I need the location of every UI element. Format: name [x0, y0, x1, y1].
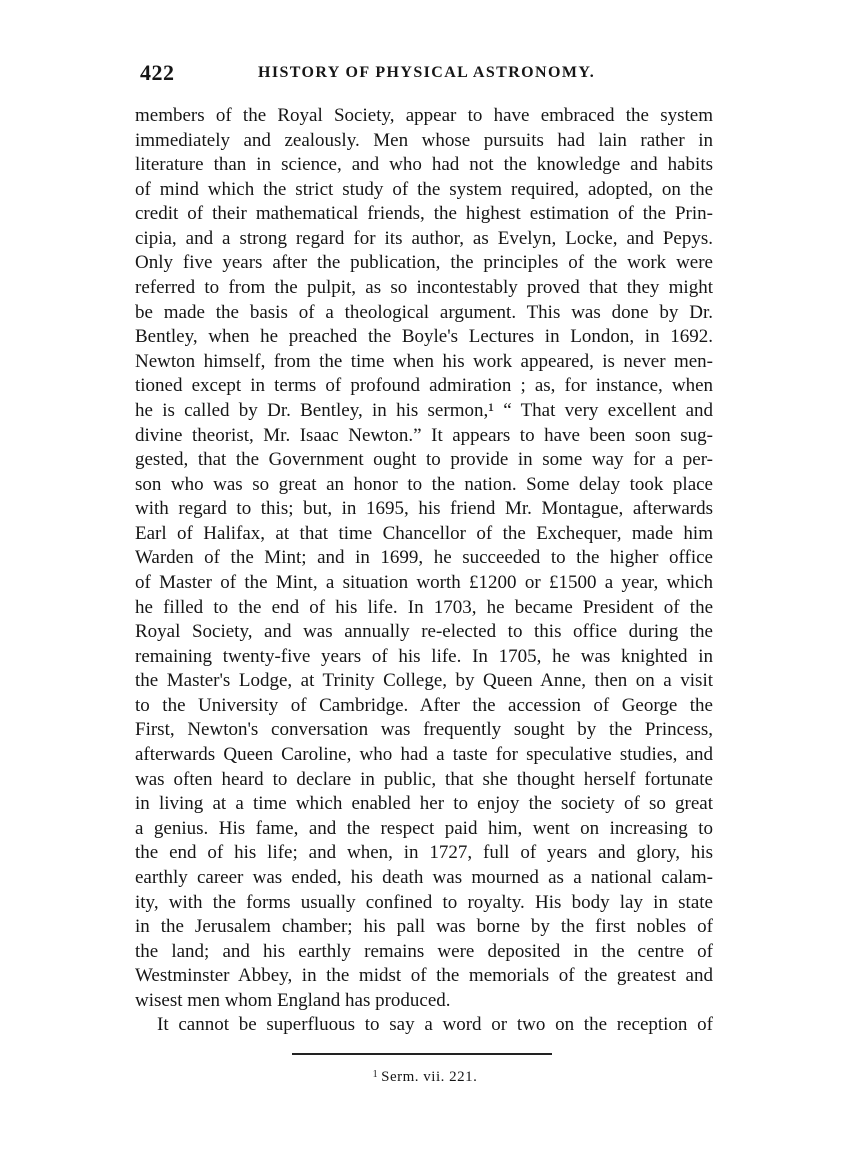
text-line: divine theorist, Mr. Isaac Newton.” It appears to have been soon sug- [135, 424, 713, 446]
text-line: son who was so great an honor to the nation. Some delay took place [135, 473, 713, 495]
running-title: HISTORY OF PHYSICAL ASTRONOMY. [258, 64, 596, 81]
footnote-marker: 1 [372, 1069, 379, 1080]
text-line: gested, that the Government ought to provide in some way for a per- [135, 449, 713, 471]
text-line: earthly career was ended, his death was mourned as a national calam- [135, 866, 713, 888]
text-line: Earl of Halifax, at that time Chancellor of the Exchequer, made him [135, 522, 713, 544]
text-line: the end of his life; and when, in 1727, full of years and glory, his [135, 842, 713, 864]
text-line: cipia, and a strong regard for its author, as Evelyn, Locke, and Pepys. [135, 227, 713, 249]
text-line: referred to from the pulpit, as so incontestably proved that they might [135, 277, 713, 299]
text-line: he filled to the end of his life. In 1703, he became President of the [135, 596, 713, 618]
text-line: a genius. His fame, and the respect paid him, went on increasing to [135, 817, 713, 839]
text-line: remaining twenty-five years of his life. In 1705, he was knighted in [135, 645, 713, 667]
text-line: he is called by Dr. Bentley, in his sermon,¹ “ That very excellent and [135, 399, 713, 421]
text-line: the Master's Lodge, at Trinity College, by Queen Anne, then on a visit [135, 670, 713, 692]
text-line: Royal Society, and was annually re-elected to this office during the [135, 621, 713, 643]
text-line: Only five years after the publication, the principles of the work were [135, 252, 713, 274]
text-line: Westminster Abbey, in the midst of the memorials of the greatest and [135, 965, 713, 987]
text-line: of mind which the strict study of the system required, adopted, on the [135, 178, 713, 200]
text-line: credit of their mathematical friends, the highest estimation of the Prin- [135, 203, 713, 225]
paragraph-start-line: It cannot be superfluous to say a word or two on the reception of [157, 1014, 713, 1036]
text-line: First, Newton's conversation was frequently sought by the Princess, [135, 719, 713, 741]
text-line: of Master of the Mint, a situation worth £1200 or £1500 a year, which [135, 571, 713, 593]
paragraph-end-line: wisest men whom England has produced. [135, 989, 451, 1011]
text-line: in the Jerusalem chamber; his pall was borne by the first nobles of [135, 916, 713, 938]
text-line: Bentley, when he preached the Boyle's Lectures in London, in 1692. [135, 326, 713, 348]
text-line: with regard to this; but, in 1695, his friend Mr. Montague, afterwards [135, 498, 713, 520]
page-number: 422 [140, 60, 175, 85]
text-line: the land; and his earthly remains were deposited in the centre of [135, 940, 713, 962]
text-line: members of the Royal Society, appear to have embraced the system [135, 105, 713, 126]
text-line: to the University of Cambridge. After the accession of George the [135, 694, 713, 716]
text-line: in living at a time which enabled her to enjoy the society of so great [135, 793, 713, 815]
text-line: immediately and zealously. Men whose pursuits had lain rather in [135, 129, 713, 151]
text-line: literature than in science, and who had not the knowledge and habits [135, 154, 713, 176]
page-header [140, 60, 715, 90]
footnote-divider [292, 1053, 552, 1055]
text-line: ity, with the forms usually confined to royalty. His body lay in state [135, 891, 713, 913]
text-line: be made the basis of a theological argument. This was done by Dr. [135, 301, 713, 323]
text-line: Newton himself, from the time when his work appeared, is never men- [135, 350, 713, 372]
footnote [0, 1069, 850, 1086]
text-line: tioned except in terms of profound admiration ; as, for instance, when [135, 375, 713, 397]
text-line: Warden of the Mint; and in 1699, he succeeded to the higher office [135, 547, 713, 569]
footnote-text: Serm. vii. 221. [381, 1069, 478, 1085]
body-text [135, 104, 713, 1038]
text-line: was often heard to declare in public, that she thought herself fortunate [135, 768, 713, 790]
text-line: afterwards Queen Caroline, who had a taste for speculative studies, and [135, 744, 713, 766]
